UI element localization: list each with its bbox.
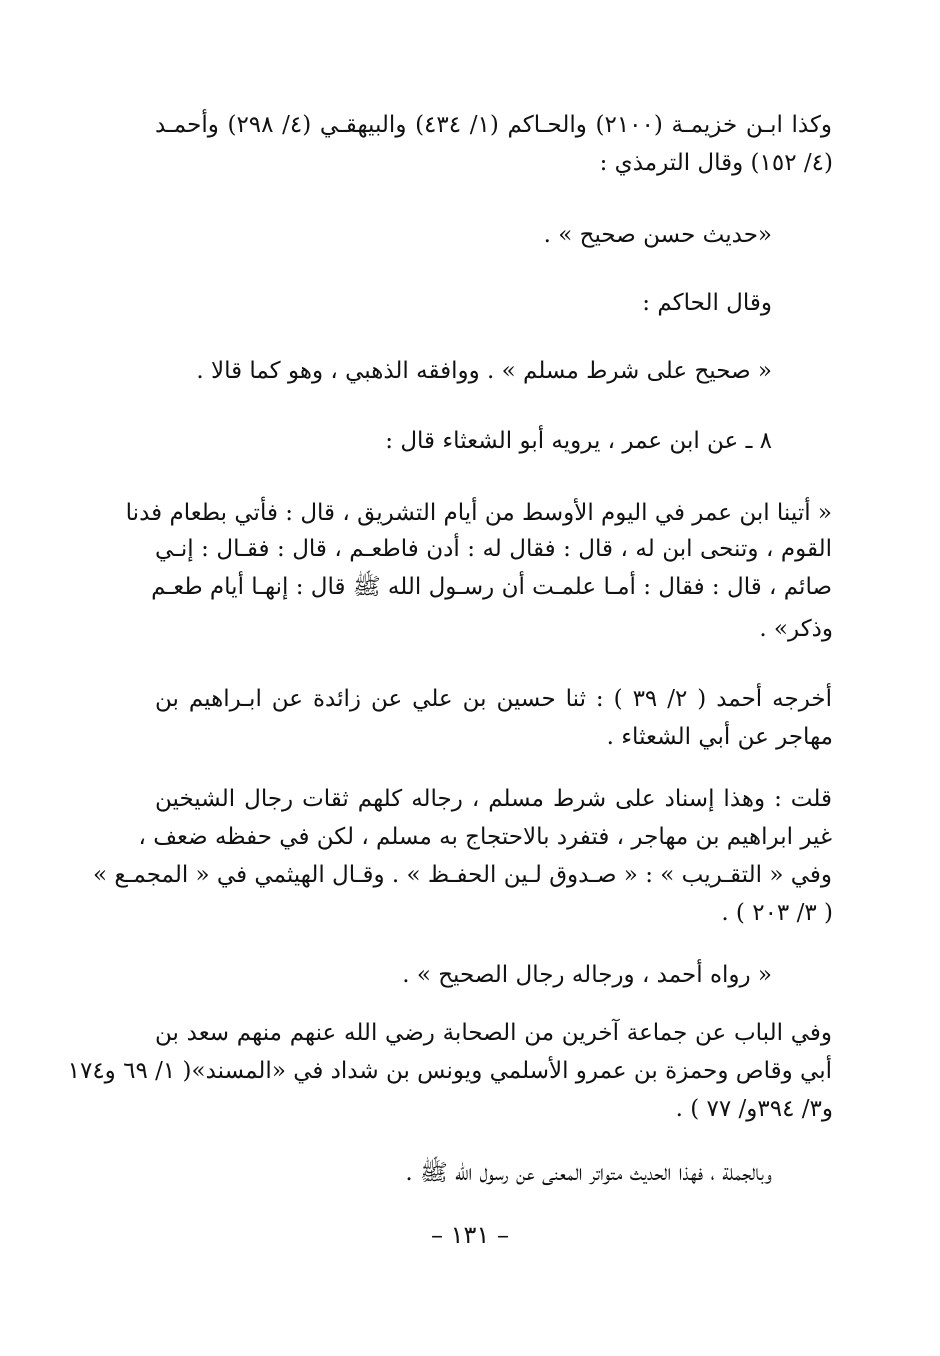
text-line: و٣/ ٣٩٤و/ ٧٧ ) .: [675, 1096, 833, 1122]
quote-line: « أتينا ابن عمر في اليوم الأوسط من أيام التشريق ، قال : فأتي بطعام فدنا: [125, 500, 832, 526]
quote-line: وذكر» .: [759, 616, 833, 642]
quote-line: القوم ، وتنحى ابن له ، قال : فقال له : أدن فاطعـم ، قال : فقـال : إنـي: [155, 536, 832, 562]
hadith-heading: ٨ ـ عن ابن عمر ، يرويه أبو الشعثاء قال :: [385, 428, 772, 454]
text-line: (٤/ ١٥٢) وقال الترمذي :: [599, 150, 833, 176]
text-line: وقال الحاكم :: [642, 290, 772, 316]
quote-line: « صحيح على شرط مسلم » . ووافقه الذهبي ، وهو كما قالا .: [196, 358, 772, 384]
quote-line: صائم ، قال : فقال : أمـا علمـت أن رسـول الله ﷺ قال : إنهـا أيام طعـم: [151, 574, 832, 600]
text-line: وفي « التقـريب » : « صـدوق لـين الحفـظ » . وقـال الهيثمي في « المجمـع »: [93, 862, 832, 888]
quote-line: «حديث حسن صحيح » .: [543, 222, 772, 248]
text-line: غير ابراهيم بن مهاجر ، فتفرد بالاحتجاج به مسلم ، لكن في حفظه ضعف ،: [138, 824, 832, 850]
quote-line: « رواه أحمد ، ورجاله رجال الصحيح » .: [402, 962, 772, 988]
text-line: ( ٣/ ٢٠٣ ) .: [721, 900, 833, 926]
text-line: مهاجر عن أبي الشعثاء .: [606, 724, 833, 750]
text-line: أبي وقاص وحمزة بن عمرو الأسلمي ويونس بن شداد في «المسند»( ١/ ٦٩ و١٧٤: [67, 1058, 832, 1084]
text-line: قلت : وهذا إسناد على شرط مسلم ، رجاله كلهم ثقات رجال الشيخين: [155, 786, 832, 812]
text-line: وكذا ابـن خزيمـة (٢١٠٠) والحـاكم (١/ ٤٣٤) والبيهقـي (٤/ ٢٩٨) وأحمـد: [155, 112, 833, 138]
text-line: وبالجملة ، فهذا الحديث متواتر المعنى عن رسول الله ﷺ .: [405, 1160, 772, 1186]
text-line: أخرجه أحمد ( ٢/ ٣٩ ) : ثنا حسين بن علي عن زائدة عن ابـراهيم بن: [155, 686, 833, 712]
page-number: – ١٣١ –: [431, 1221, 509, 1249]
text-line: وفي الباب عن جماعة آخرين من الصحابة رضي الله عنهم منهم سعد بن: [155, 1020, 832, 1046]
